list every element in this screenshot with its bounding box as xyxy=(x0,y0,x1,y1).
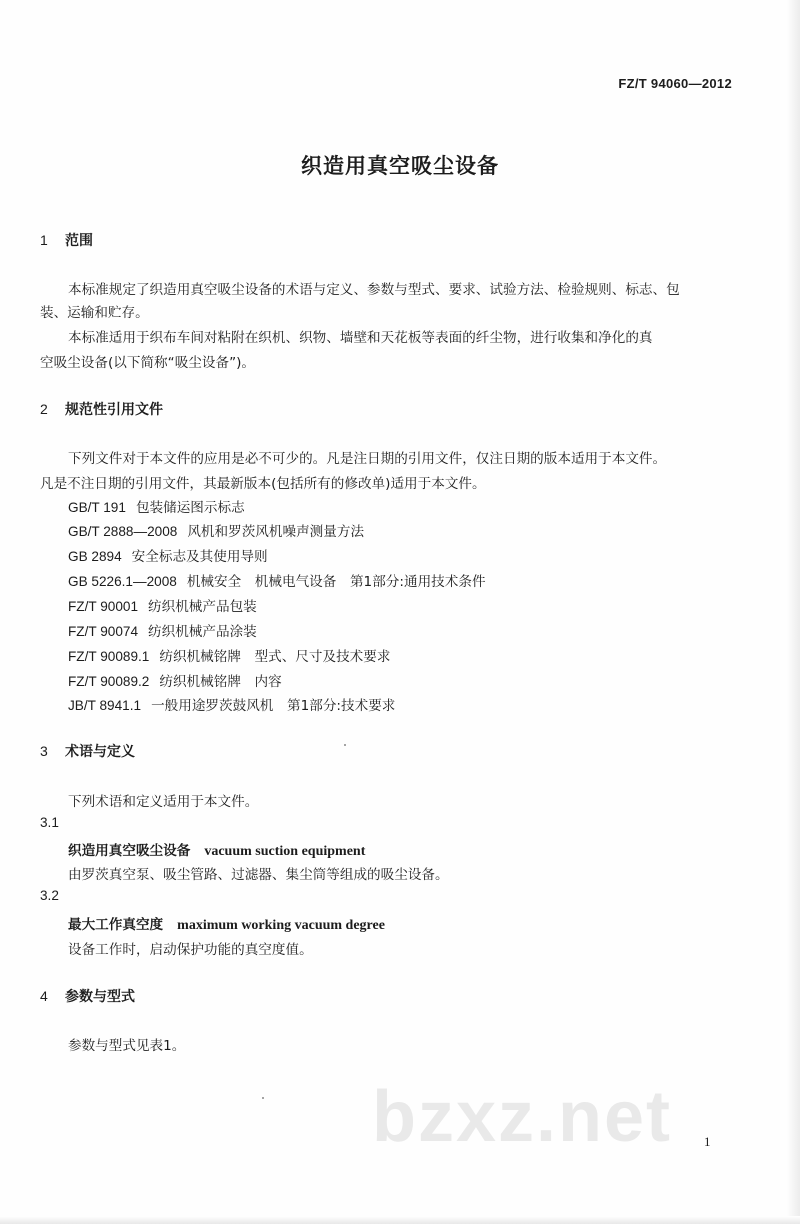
reference-title: 纺织机械铭牌 内容 xyxy=(159,674,282,690)
term-english: maximum working vacuum degree xyxy=(177,918,385,933)
reference-title: 安全标志及其使用导则 xyxy=(131,549,268,565)
reference-code: FZ/T 90001 xyxy=(68,599,139,614)
section-1-heading xyxy=(40,230,93,250)
reference-code: GB/T 2888—2008 xyxy=(68,524,178,539)
section-title: 范围 xyxy=(65,233,93,249)
paragraph-line: 参数与型式见表1。 xyxy=(68,1038,186,1054)
page-number: 1 xyxy=(704,1134,711,1149)
term-definition: 设备工作时，启动保护功能的真空度值。 xyxy=(68,942,313,958)
reference-code: GB 2894 xyxy=(68,549,122,564)
paragraph-line: 本标准适用于织布车间对粘附在织机、织物、墙壁和天花板等表面的纤尘物，进行收集和净化的真 xyxy=(68,330,653,346)
paragraph-line: 本标准规定了织造用真空吸尘设备的术语与定义、参数与型式、要求、试验方法、检验规则、标志、包 xyxy=(68,282,680,298)
section-number: 4 xyxy=(40,988,48,1004)
reference-item xyxy=(68,645,390,665)
reference-item xyxy=(68,545,268,565)
term-number: 3.1 xyxy=(40,815,59,830)
watermark: bzxz.net xyxy=(372,1077,673,1157)
reference-title: 纺织机械产品包装 xyxy=(148,599,257,615)
term-chinese: 织造用真空吸尘设备 xyxy=(68,843,191,859)
reference-item xyxy=(68,694,395,714)
reference-item xyxy=(68,496,245,516)
term-definition: 由罗茨真空泵、吸尘管路、过滤器、集尘筒等组成的吸尘设备。 xyxy=(68,867,449,883)
section-number: 2 xyxy=(40,401,48,417)
reference-item xyxy=(68,570,486,590)
paragraph-line: 空吸尘设备(以下简称“吸尘设备”)。 xyxy=(40,355,256,371)
term-english: vacuum suction equipment xyxy=(204,844,366,859)
reference-item xyxy=(68,520,364,540)
term-chinese: 最大工作真空度 xyxy=(68,917,164,933)
section-number: 3 xyxy=(40,743,48,759)
paragraph-line: 装、运输和贮存。 xyxy=(40,305,149,321)
reference-title: 包装储运图示标志 xyxy=(135,500,245,516)
reference-code: FZ/T 90074 xyxy=(68,624,139,639)
reference-title: 机械安全 机械电气设备 第1部分:通用技术条件 xyxy=(186,574,486,590)
reference-title: 纺织机械铭牌 型式、尺寸及技术要求 xyxy=(159,649,391,665)
reference-code: GB 5226.1—2008 xyxy=(68,574,177,589)
document-title: 织造用真空吸尘设备 xyxy=(301,154,499,178)
section-4-heading xyxy=(40,986,135,1006)
standard-number: FZ/T 94060—2012 xyxy=(618,76,732,91)
reference-title: 纺织机械产品涂装 xyxy=(148,624,257,640)
section-title: 参数与型式 xyxy=(65,989,135,1005)
term-heading xyxy=(68,839,365,860)
term-heading xyxy=(68,913,385,934)
reference-item xyxy=(68,595,257,615)
section-3-heading xyxy=(40,741,135,761)
reference-code: JB/T 8941.1 xyxy=(68,698,142,713)
reference-code: GB/T 191 xyxy=(68,500,126,515)
reference-title: 一般用途罗茨鼓风机 第1部分:技术要求 xyxy=(151,698,396,714)
reference-title: 风机和罗茨风机噪声测量方法 xyxy=(187,524,365,540)
reference-item xyxy=(68,670,282,690)
section-number: 1 xyxy=(40,232,48,248)
section-title: 术语与定义 xyxy=(65,744,135,760)
scan-speck xyxy=(344,744,346,746)
reference-code: FZ/T 90089.1 xyxy=(68,649,150,664)
paragraph-line: 下列文件对于本文件的应用是必不可少的。凡是注日期的引用文件，仅注日期的版本适用于本文件。 xyxy=(68,451,667,467)
section-2-heading xyxy=(40,399,163,419)
paragraph-line: 凡是不注日期的引用文件，其最新版本(包括所有的修改单)适用于本文件。 xyxy=(40,476,486,492)
section-title: 规范性引用文件 xyxy=(65,402,163,418)
reference-code: FZ/T 90089.2 xyxy=(68,674,150,689)
paragraph-line: 下列术语和定义适用于本文件。 xyxy=(68,794,259,810)
page-edge-shadow xyxy=(0,1216,800,1224)
reference-item xyxy=(68,620,257,640)
scan-speck xyxy=(262,1097,264,1099)
page-edge-shadow xyxy=(786,0,800,1224)
term-number: 3.2 xyxy=(40,888,59,903)
